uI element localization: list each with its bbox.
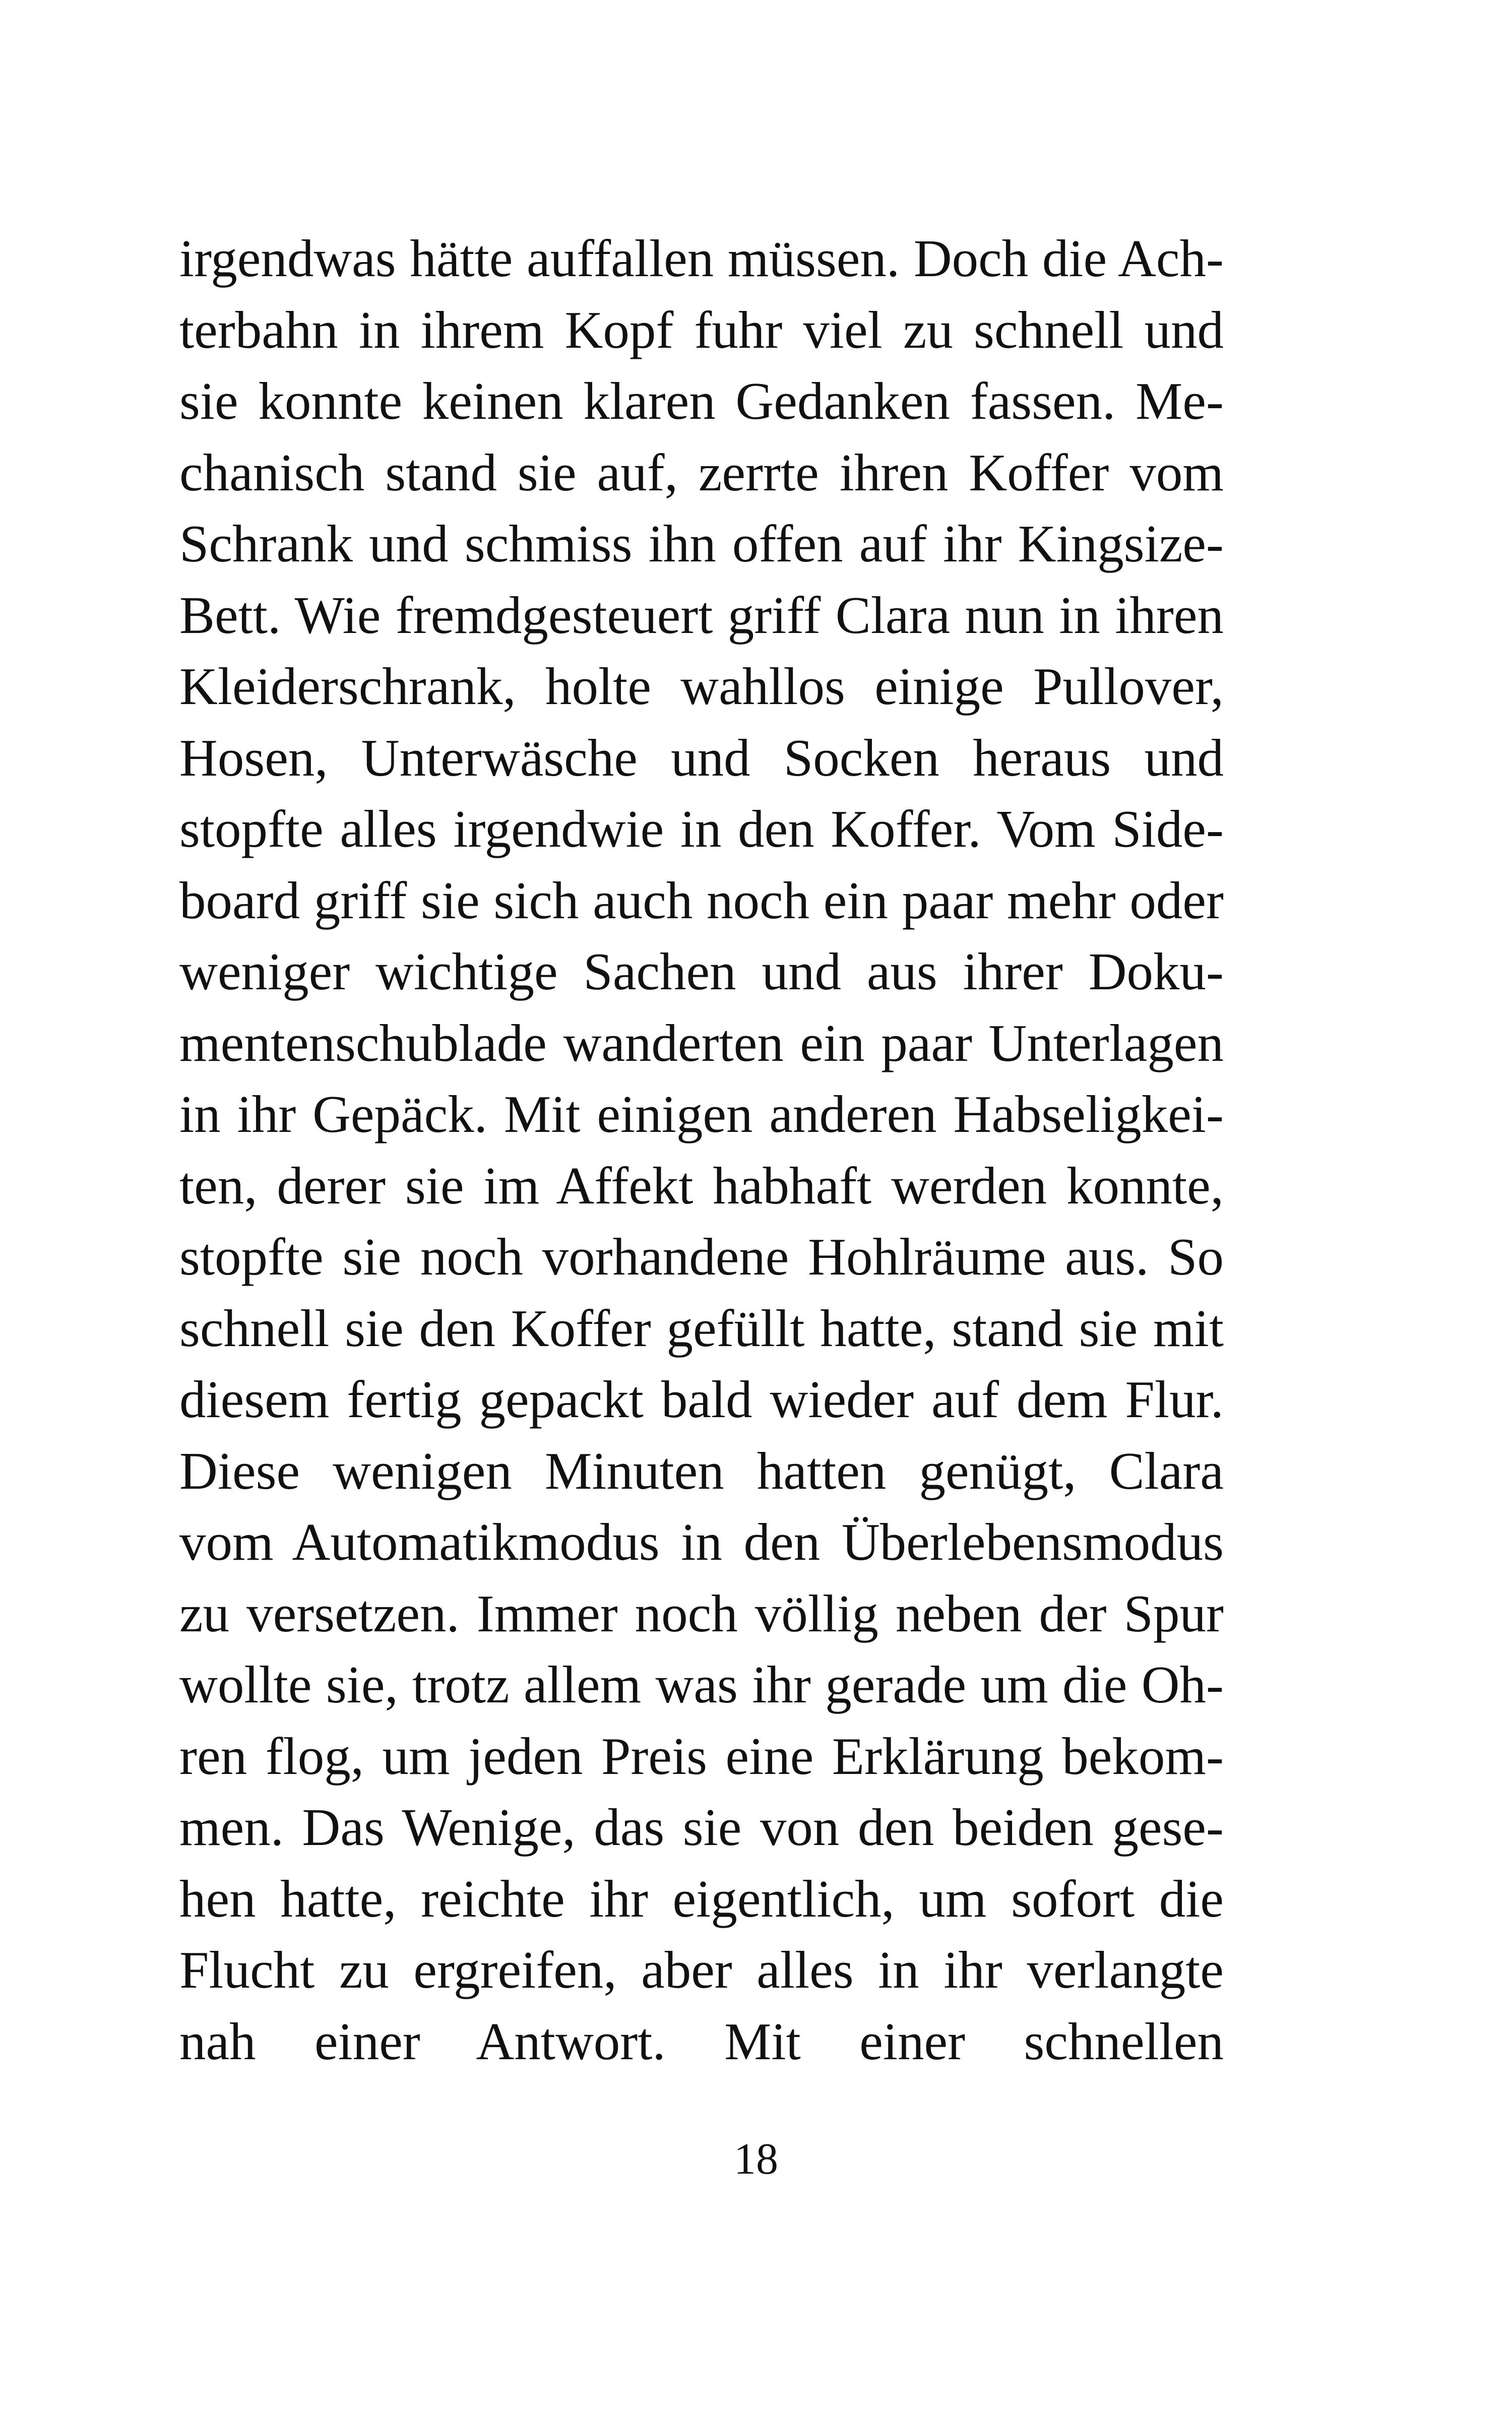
text-line-18: Diese wenigen Minuten hatten genügt, Clara [179,1441,1224,1500]
page-number: 18 [734,2135,778,2184]
text-line-16: schnell sie den Koffer gefüllt hatte, stand sie mit [179,1298,1224,1358]
text-line-9: stopfte alles irgendwie in den Koffer. Vom Side- [179,799,1224,858]
text-line-3: sie konnte keinen klaren Gedanken fassen. Me- [179,371,1224,430]
text-line-2: terbahn in ihrem Kopf fuhr viel zu schnell und [179,300,1224,359]
text-line-15: stopfte sie noch vorhandene Hohlräume aus. So [179,1227,1224,1286]
text-line-1: irgendwas hätte auffallen müssen. Doch die Ach- [179,229,1224,288]
text-line-24: hen hatte, reichte ihr eigentlich, um sofort die [179,1869,1224,1928]
text-line-4: chanisch stand sie auf, zerrte ihren Koffer vom [179,442,1224,502]
text-line-21: wollte sie, trotz allem was ihr gerade um die Oh- [179,1655,1224,1714]
text-line-19: vom Automatikmodus in den Überlebensmodus [179,1512,1224,1571]
text-line-20: zu versetzen. Immer noch völlig neben der Spur [179,1583,1224,1643]
text-line-23: men. Das Wenige, das sie von den beiden gese- [179,1798,1224,1857]
text-line-11: weniger wichtige Sachen und aus ihrer Doku- [179,942,1224,1001]
body-text [179,223,1224,2077]
text-line-22: ren flog, um jeden Preis eine Erklärung bekom- [179,1726,1224,1786]
text-line-10: board griff sie sich auch noch ein paar mehr oder [179,870,1224,930]
text-line-13: in ihr Gepäck. Mit einigen anderen Habseligkei- [179,1085,1224,1143]
text-line-14: ten, derer sie im Affekt habhaft werden konnte, [179,1156,1224,1215]
text-line-12: mentenschublade wanderten ein paar Unterlagen [179,1013,1224,1072]
text-line-25: Flucht zu ergreifen, aber alles in ihr verlangte [179,1940,1224,1999]
text-line-6: Bett. Wie fremdgesteuert griff Clara nun in ihren [179,585,1224,645]
text-line-7: Kleiderschrank, holte wahllos einige Pullover, [179,657,1224,716]
text-line-5: Schrank und schmiss ihn offen auf ihr Kingsize- [179,514,1224,573]
text-line-26: nah einer Antwort. Mit einer schnellen [179,2011,1224,2071]
text-line-17: diesem fertig gepackt bald wieder auf dem Flur. [179,1370,1224,1429]
text-line-8: Hosen, Unterwäsche und Socken heraus und [179,728,1224,787]
